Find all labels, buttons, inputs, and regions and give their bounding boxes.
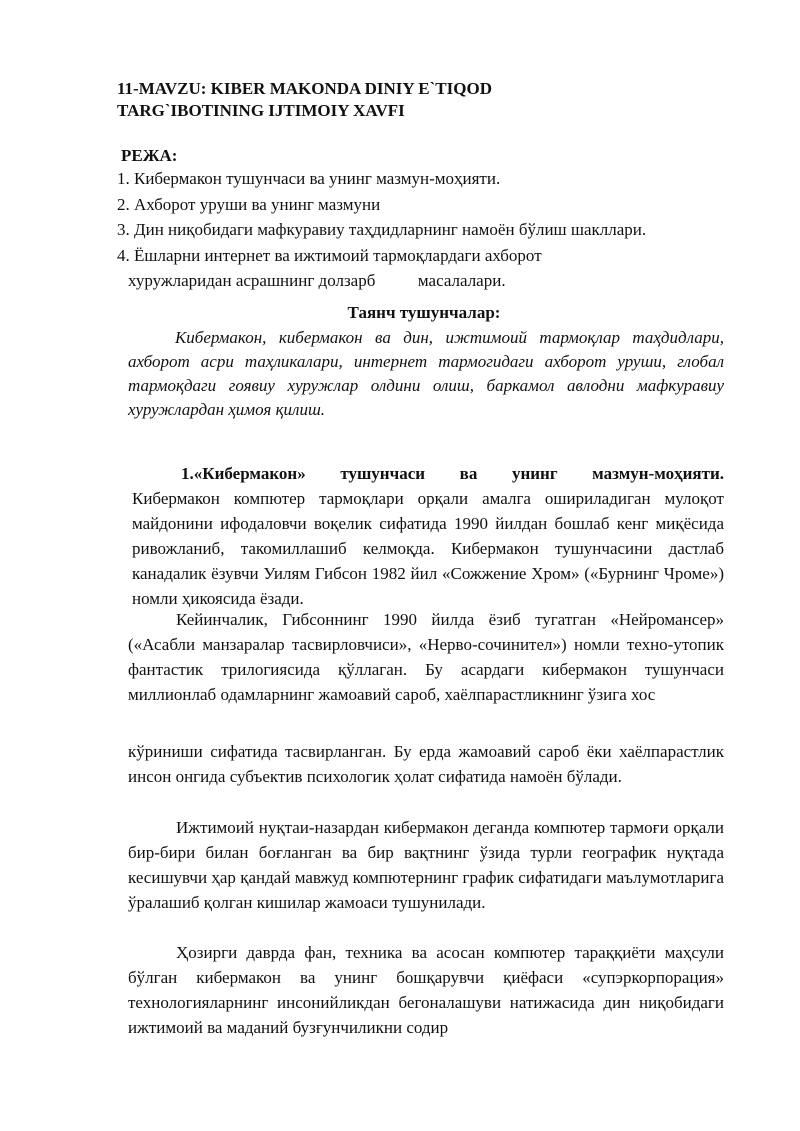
plan-item-2: 2. Ахборот уруши ва унинг мазмуни xyxy=(117,194,381,214)
plan-item-4-continuation: хуружларидан асрашнинг долзарб масалалари. xyxy=(128,271,506,290)
key-concepts-text: Кибермакон, кибермакон ва дин, ижтимоий тармоқлар таҳдидлари, ахборот асри таҳликалари, интернет тармогидаги ахборот уруши, глобал тармоқдаги гоявиу хуружлар олдини олиш, баркамол авлодни мафкуравиу хуружлардан ҳимоя қилиш. xyxy=(128,328,724,419)
title-line-2: TARG`IBOTINING IJTIMOIY XAVFI xyxy=(117,101,405,120)
plan-item-3: 3. Дин ниқобидаги мафкуравиу таҳдидларнинг намоён бўлиш шакллари. xyxy=(117,220,647,239)
title-line-1: 11-MAVZU: KIBER MAKONDA DINIY E`TIQOD xyxy=(117,79,492,98)
plan-item-4: 4. Ёшларни интернет ва ижтимоий тармоқлардаги ахборот xyxy=(117,245,542,265)
paragraph-3: Ижтимоий нуқтаи-назардан кибермакон деганда компютер тармоғи орқали бир-бири билан боғланган ва бир вақтнинг ўзида турли географик нуқтада кесишувчи ҳар қандай мавжуд компютернинг график сифатидаги маълумотларига ўралашиб қолган кишилар жамоаси тушунилади. xyxy=(128,818,724,912)
plan-item-1: 1. Кибермакон тушунчаси ва унинг мазмун-моҳияти. xyxy=(117,169,501,188)
section-heading: 1.«Кибермакон» тушунчаси ва унинг мазмун-моҳияти. xyxy=(181,464,724,483)
paragraph-2: Кейинчалик, Гибсоннинг 1990 йилда ёзиб тугатган «Нейромансер» («Асабли манзаралар тасвирловчиси», «Нерво-сочинител») номли техно-утопик фантастик трилогиясида қўллаган. Бу асардаги кибермакон тушунчаси миллионлаб одамларнинг жамоавий сароб, хаёлпарастликнинг ўзига хос xyxy=(128,610,724,704)
document-title xyxy=(117,78,717,122)
paragraph-1: Кибермакон компютер тармоқлари орқали амалга ошириладиган мулоқот майдонини ифодаловчи воқелик сифатида 1990 йилдан бошлаб кенг миқёсида ривожланиб, такомиллашиб келмоқда. Кибермакон тушунчасини дастлаб канадалик ёзувчи Уилям Гибсон 1982 йил «Сожжение Хром» («Бурнинг Чроме») номли ҳикоясида ёзади. xyxy=(132,489,724,608)
key-concepts-heading: Таянч тушунчалар: xyxy=(347,303,501,322)
paragraph-2-continuation: кўриниши сифатида тасвирланган. Бу ерда жамоавий сароб ёки хаёлпарастлик инсон онгида субъектив психологик ҳолат сифатида намоён бўлади. xyxy=(128,742,724,786)
plan-list xyxy=(117,166,737,294)
paragraph-4: Ҳозирги даврда фан, техника ва асосан компютер тараққиёти маҳсули бўлган кибермакон ва унинг бошқарувчи қиёфаси «супэркорпорация» технологияларнинг инсонийликдан бегоналашуви натижасида дин ниқобидаги ижтимоий ва маданий бузғунчиликни содир xyxy=(128,943,724,1037)
plan-heading: РЕЖА: xyxy=(121,146,178,165)
